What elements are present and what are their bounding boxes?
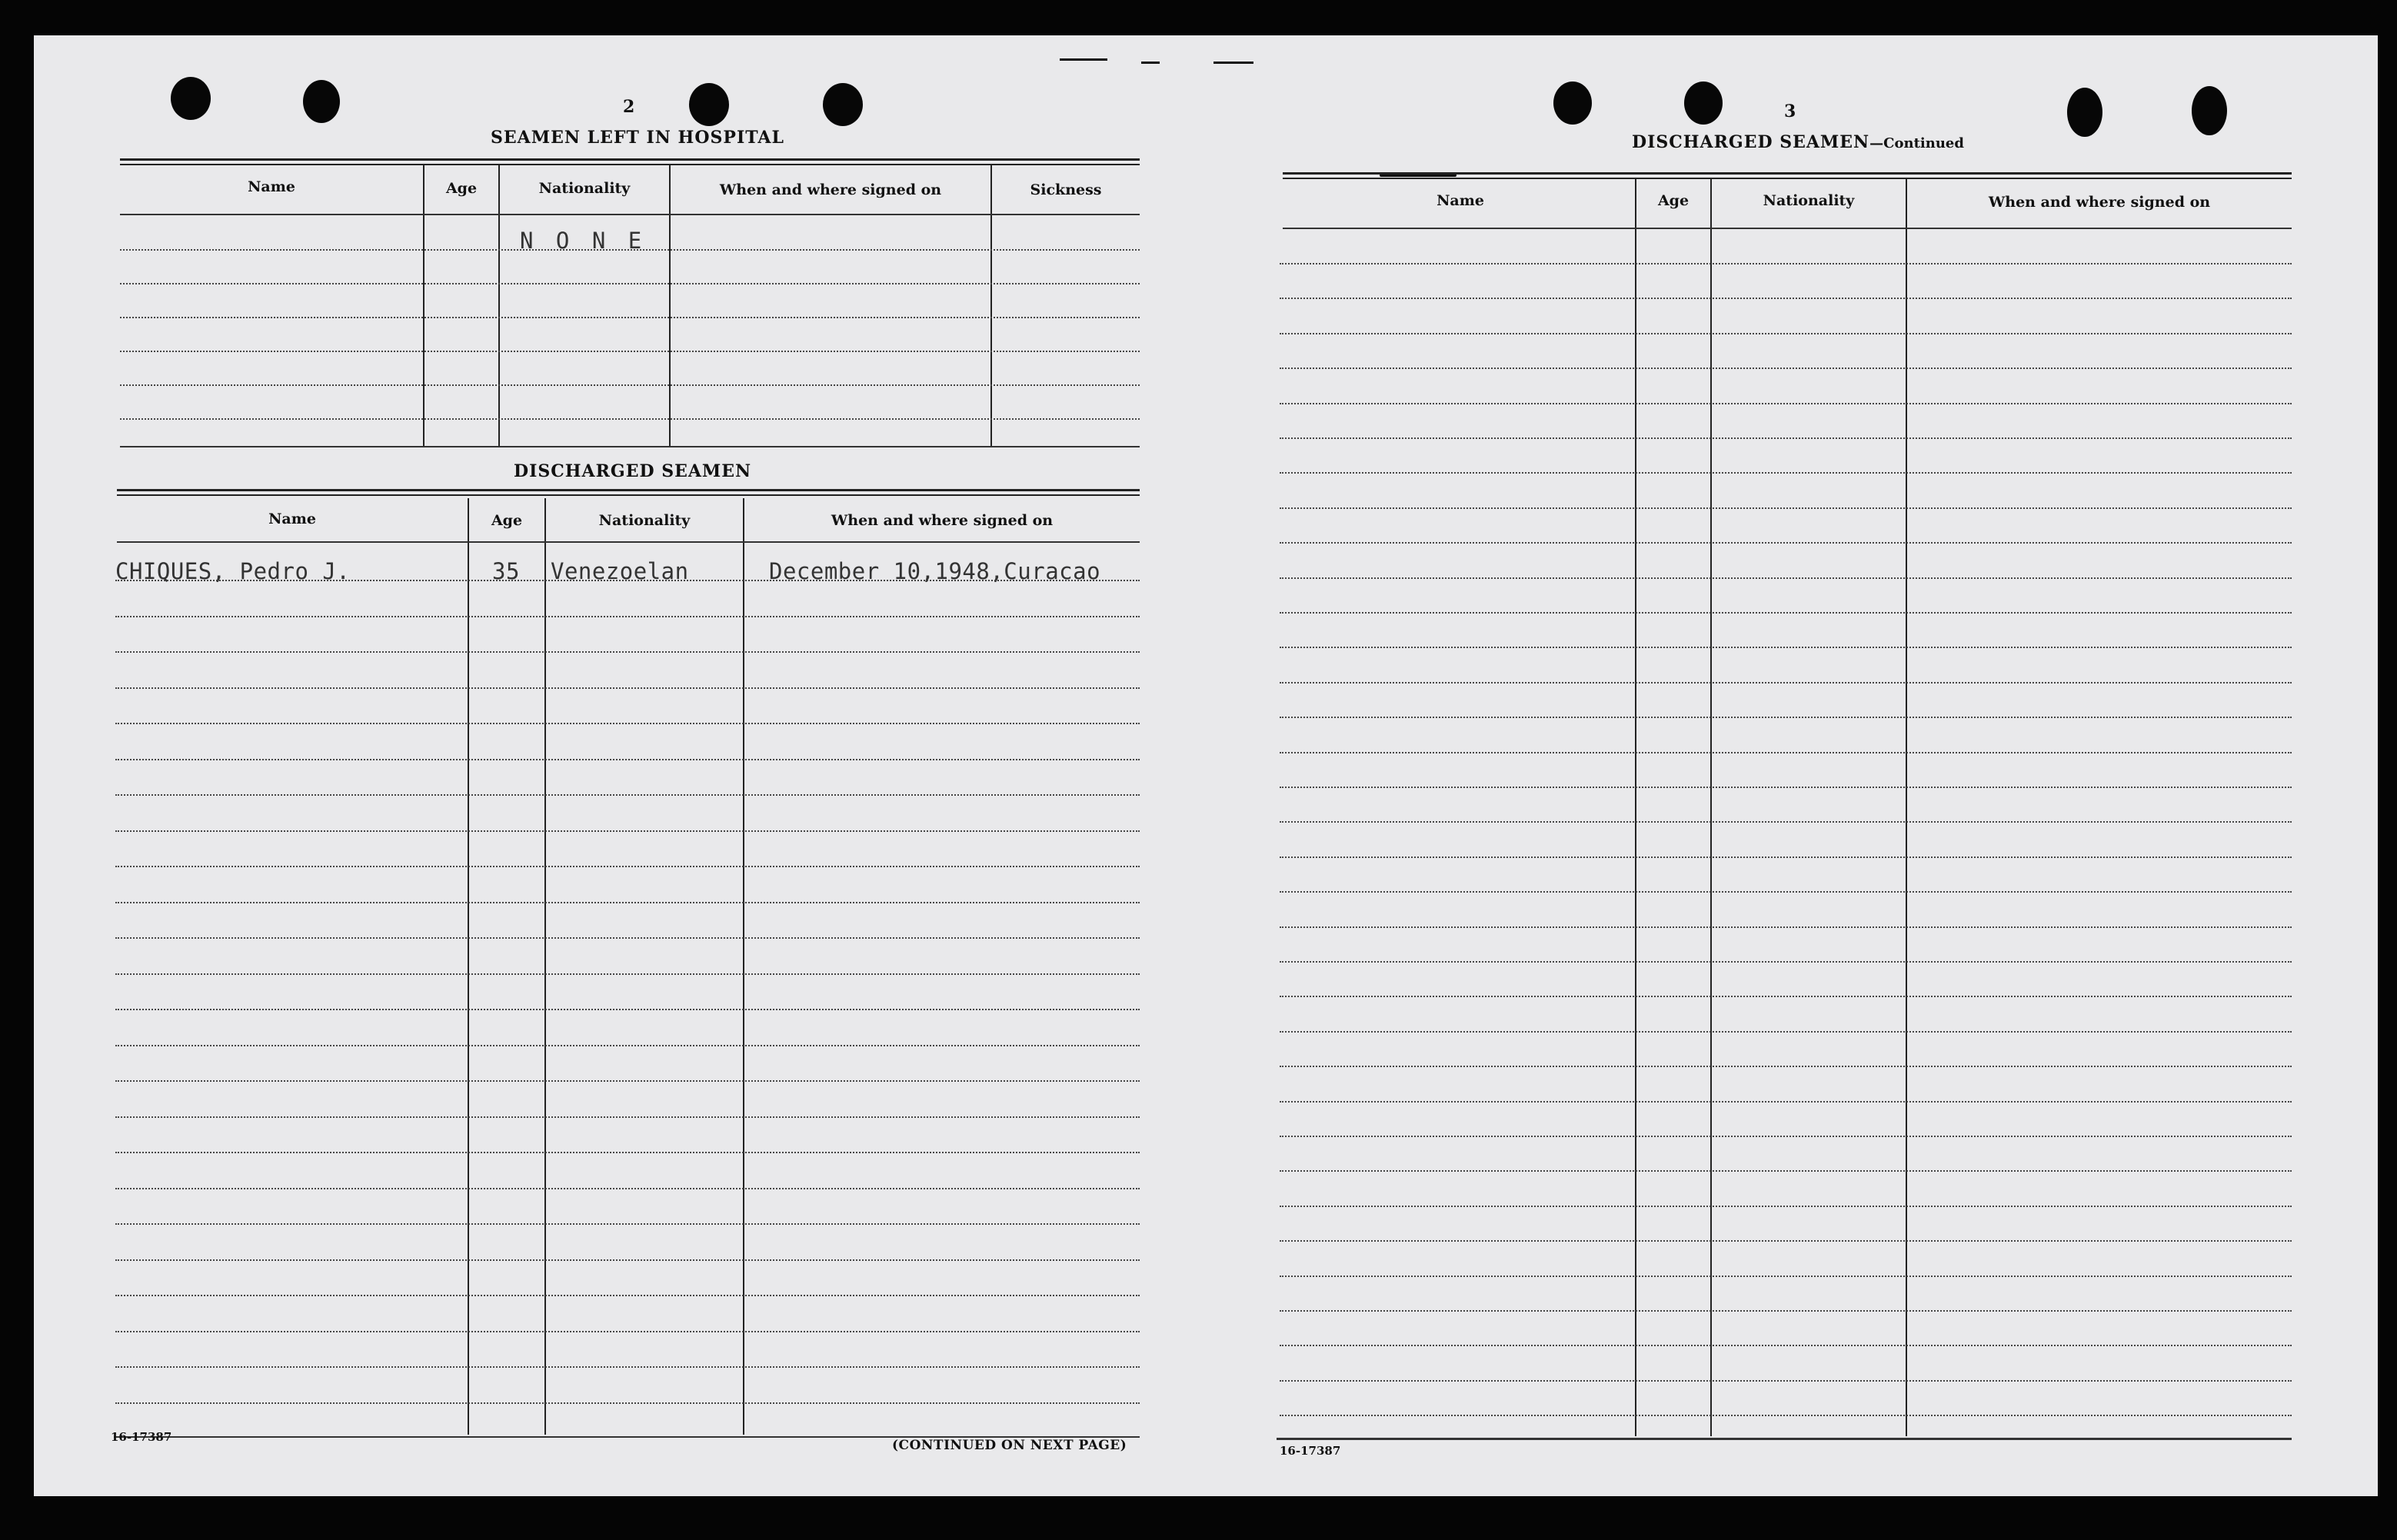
- table-bottom-rule: [120, 446, 1140, 447]
- form-number: 16-17387: [1280, 1444, 1341, 1458]
- punch-hole: [303, 80, 340, 123]
- column-header-nationality: Nationality: [1763, 192, 1855, 209]
- punch-hole: [1553, 81, 1592, 125]
- row-line: [1280, 1415, 2292, 1416]
- hospital-entry: N O N E: [520, 228, 647, 254]
- column-header-nationality: Nationality: [538, 180, 631, 197]
- punch-hole: [823, 83, 863, 126]
- row-line: [115, 723, 1140, 724]
- column-header-age: Age: [491, 512, 523, 529]
- column-header-name: Name: [248, 178, 295, 195]
- row-line: [1280, 298, 2292, 299]
- column-header-name: Name: [268, 511, 316, 527]
- title-rule: [117, 489, 1140, 496]
- row-line: [115, 830, 1140, 832]
- column-header-signed-on: When and where signed on: [831, 512, 1054, 529]
- row-line: [115, 1295, 1140, 1296]
- continued-note: (CONTINUED ON NEXT PAGE): [892, 1438, 1127, 1453]
- row-line: [1280, 647, 2292, 648]
- header-rule: [1283, 228, 2292, 229]
- row-line: [115, 1259, 1140, 1261]
- row-line: [1280, 717, 2292, 718]
- row-line: [120, 317, 1140, 318]
- row-line: [1280, 1066, 2292, 1067]
- column-header-sickness: Sickness: [1030, 181, 1102, 198]
- row-line: [115, 902, 1140, 903]
- punch-hole: [2192, 86, 2227, 135]
- column-divider: [990, 165, 992, 446]
- row-line: [115, 794, 1140, 796]
- table-bottom-rule: [1277, 1438, 2292, 1440]
- page-number: 2: [623, 97, 635, 117]
- document-sheet: [34, 35, 2378, 1496]
- row-line: [1280, 1101, 2292, 1103]
- scan-mark: [1213, 62, 1253, 64]
- row-line: [115, 651, 1140, 653]
- row-line: [120, 384, 1140, 386]
- punch-hole: [171, 77, 211, 120]
- row-line: [1280, 891, 2292, 893]
- row-line: [1280, 437, 2292, 439]
- column-header-signed-on: When and where signed on: [1988, 194, 2211, 211]
- row-line: [1280, 1276, 2292, 1277]
- row-line: [115, 937, 1140, 939]
- row-line: [1280, 612, 2292, 614]
- row-line: [1280, 577, 2292, 579]
- punch-hole: [689, 83, 729, 126]
- row-line: [115, 973, 1140, 975]
- seaman-nationality: Venezoelan: [551, 558, 689, 584]
- row-line: [115, 1331, 1140, 1332]
- row-line: [1280, 752, 2292, 753]
- row-line: [1280, 926, 2292, 928]
- title-suffix: —Continued: [1869, 135, 1964, 151]
- row-line: [1280, 1345, 2292, 1346]
- row-line: [115, 1366, 1140, 1368]
- row-line: [1280, 542, 2292, 544]
- section-title-discharged-continued: [1632, 132, 1964, 152]
- row-line: [1280, 1031, 2292, 1033]
- row-line: [1280, 403, 2292, 404]
- row-line: [1280, 1310, 2292, 1312]
- row-line: [1280, 1170, 2292, 1172]
- column-divider: [498, 165, 500, 446]
- row-line: [115, 1009, 1140, 1010]
- row-line: [1280, 507, 2292, 509]
- column-header-name: Name: [1437, 192, 1484, 209]
- row-line: [115, 1116, 1140, 1118]
- row-line: [115, 1188, 1140, 1189]
- seaman-signed-on: December 10,1948,Curacao: [769, 558, 1101, 584]
- row-line: [115, 580, 1140, 581]
- title-rule: [120, 158, 1140, 165]
- column-header-signed-on: When and where signed on: [719, 181, 942, 198]
- row-line: [115, 1223, 1140, 1225]
- row-line: [1280, 996, 2292, 997]
- row-line: [1280, 856, 2292, 858]
- row-line: [1280, 263, 2292, 264]
- seaman-name: CHIQUES, Pedro J.: [115, 558, 351, 584]
- row-line: [115, 866, 1140, 867]
- row-line: [1280, 333, 2292, 334]
- seaman-age: 35: [492, 558, 520, 584]
- section-title-hospital: SEAMEN LEFT IN HOSPITAL: [491, 128, 784, 148]
- row-line: [120, 249, 1140, 251]
- row-line: [1280, 821, 2292, 823]
- row-line: [115, 1152, 1140, 1153]
- row-line: [115, 616, 1140, 617]
- row-line: [1280, 961, 2292, 963]
- column-divider: [669, 165, 671, 446]
- column-header-age: Age: [1657, 192, 1690, 209]
- column-divider: [423, 165, 424, 446]
- row-line: [120, 283, 1140, 284]
- row-line: [1280, 368, 2292, 369]
- column-header-age: Age: [445, 180, 478, 197]
- row-line: [1280, 1240, 2292, 1242]
- punch-hole: [2067, 88, 2102, 137]
- title-rule: [1283, 172, 2292, 179]
- row-line: [115, 1080, 1140, 1082]
- row-line: [1280, 682, 2292, 684]
- title-main: DISCHARGED SEAMEN: [1632, 132, 1870, 152]
- row-line: [120, 418, 1140, 420]
- header-rule: [120, 214, 1140, 215]
- form-number: 16-17387: [111, 1430, 172, 1444]
- section-title-discharged: DISCHARGED SEAMEN: [514, 461, 752, 481]
- row-line: [115, 1402, 1140, 1404]
- row-line: [1280, 472, 2292, 474]
- row-line: [1280, 787, 2292, 788]
- scan-mark: [1141, 62, 1160, 64]
- row-line: [115, 759, 1140, 760]
- row-line: [120, 351, 1140, 352]
- row-line: [115, 1045, 1140, 1046]
- scan-mark: [1060, 58, 1107, 61]
- row-line: [1280, 1206, 2292, 1207]
- column-header-nationality: Nationality: [598, 512, 691, 529]
- row-line: [1280, 1136, 2292, 1137]
- punch-hole: [1684, 81, 1723, 125]
- page-number: 3: [1784, 101, 1796, 121]
- row-line: [1280, 1380, 2292, 1382]
- header-rule: [117, 541, 1140, 543]
- row-line: [115, 687, 1140, 689]
